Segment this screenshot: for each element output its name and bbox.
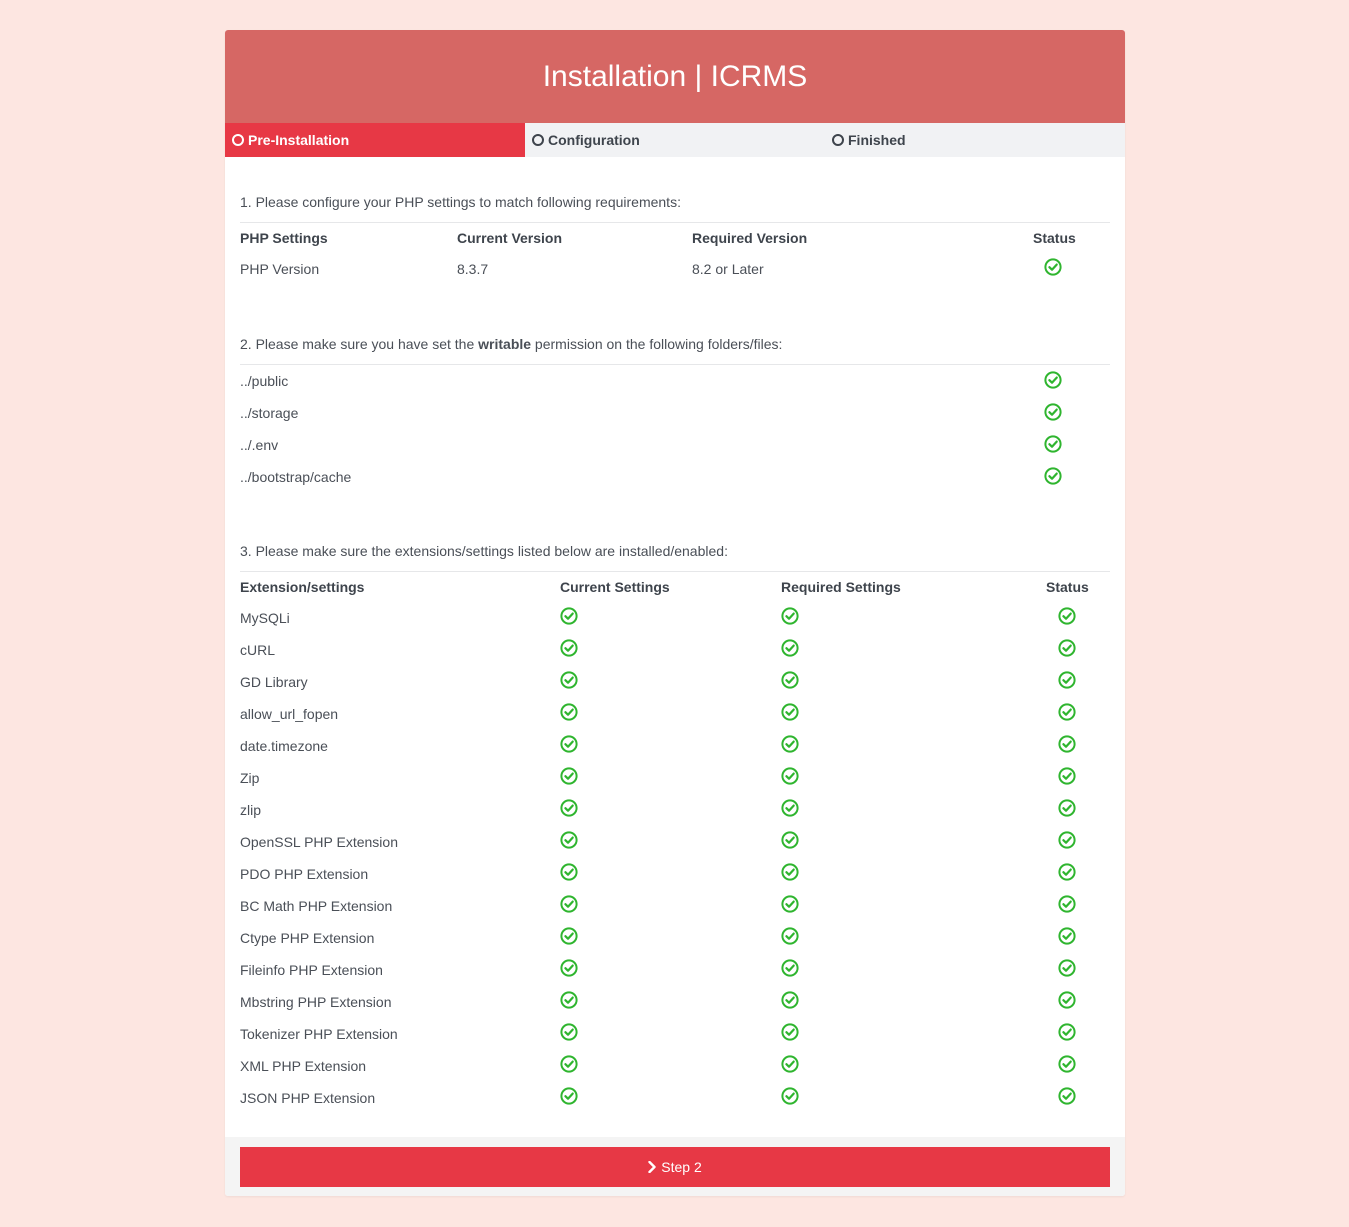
check-circle-icon [781,895,799,913]
step-2-button[interactable] [240,1147,1110,1187]
extension-name: MySQLi [240,610,290,626]
php-settings-header [240,223,1110,253]
check-circle-icon [1058,959,1076,977]
check-circle-icon [1058,1055,1076,1073]
list-item [240,429,1110,461]
check-circle-icon [781,671,799,689]
check-circle-icon [781,1023,799,1041]
check-circle-icon [781,927,799,945]
check-circle-icon [560,1055,578,1073]
column-header: Extension/settings [240,579,365,595]
button-label: Step 2 [661,1159,702,1175]
check-circle-icon [781,991,799,1009]
extension-name: Zip [240,770,260,786]
column-header: Required Settings [781,579,901,595]
check-circle-icon [560,1023,578,1041]
table-row [240,826,1110,858]
check-circle-icon [1058,799,1076,817]
table-row [240,1018,1110,1050]
extensions-list [240,602,1110,1114]
extension-name: zlip [240,802,262,818]
extension-name: Tokenizer PHP Extension [240,1026,398,1042]
check-circle-icon [781,639,799,657]
chevron-right-icon [648,1161,656,1173]
check-circle-icon [1044,258,1062,276]
tab-label: Finished [848,132,906,148]
column-header: Current Settings [560,579,670,595]
list-item [240,397,1110,429]
check-circle-icon [781,1055,799,1073]
table-row [240,602,1110,634]
check-circle-icon [560,959,578,977]
table-row [240,890,1110,922]
table-row [240,922,1110,954]
extension-name: GD Library [240,674,308,690]
check-circle-icon [781,959,799,977]
column-header: Status [1046,579,1089,595]
check-circle-icon [1058,671,1076,689]
tab-configuration[interactable] [525,123,825,157]
table-row [240,634,1110,666]
check-circle-icon [560,1087,578,1105]
check-circle-icon [560,799,578,817]
tab-finished[interactable] [825,123,1125,157]
setting-name: PHP Version [240,261,320,277]
writable-permissions-title [240,334,1110,354]
check-circle-icon [1044,467,1062,485]
table-row [240,1050,1110,1082]
table-row [240,954,1110,986]
extension-name: OpenSSL PHP Extension [240,834,398,850]
extension-name: Fileinfo PHP Extension [240,962,383,978]
folder-path: ../public [240,373,289,389]
writable-folder-list [240,365,1110,493]
check-circle-icon [560,703,578,721]
page-title: Installation | ICRMS [225,30,1125,123]
check-circle-icon [1058,831,1076,849]
folder-path: ../storage [240,405,299,421]
check-circle-icon [1058,895,1076,913]
check-circle-icon [781,831,799,849]
check-circle-icon [781,735,799,753]
title-bold: writable [478,336,532,352]
current-version: 8.3.7 [457,261,489,277]
check-circle-icon [781,703,799,721]
table-row [240,730,1110,762]
check-circle-icon [560,927,578,945]
check-circle-icon [1044,371,1062,389]
check-circle-icon [1058,735,1076,753]
installer-panel [225,30,1125,1196]
check-circle-icon [560,671,578,689]
tab-pre-installation[interactable] [225,123,525,157]
check-circle-icon [1058,639,1076,657]
check-circle-icon [1044,403,1062,421]
check-circle-icon [781,607,799,625]
title-text: permission on the following folders/files: [531,336,783,352]
check-circle-icon [1058,991,1076,1009]
extensions-header [240,572,1110,602]
extensions-title: 3. Please make sure the extensions/settings listed below are installed/enabled: [240,543,728,559]
folder-path: ../bootstrap/cache [240,469,352,485]
tab-label: Pre-Installation [248,132,350,148]
folder-path: ../.env [240,437,279,453]
step-tabs [225,123,1125,157]
table-row [240,666,1110,698]
check-circle-icon [1058,703,1076,721]
check-circle-icon [560,863,578,881]
check-circle-icon [560,767,578,785]
check-circle-icon [1058,927,1076,945]
tab-label: Configuration [548,132,640,148]
extension-name: BC Math PHP Extension [240,898,393,914]
extension-name: Ctype PHP Extension [240,930,375,946]
column-header: Required Version [692,230,808,246]
check-circle-icon [1058,863,1076,881]
check-circle-icon [560,831,578,849]
extension-name: cURL [240,642,276,658]
check-circle-icon [560,607,578,625]
circle-icon [232,134,244,146]
table-row [240,698,1110,730]
table-row [240,794,1110,826]
list-item [240,461,1110,493]
check-circle-icon [560,991,578,1009]
table-row [240,858,1110,890]
extension-name: date.timezone [240,738,328,754]
php-settings-title: 1. Please configure your PHP settings to match following requirements: [240,194,681,210]
check-circle-icon [560,639,578,657]
check-circle-icon [1058,1087,1076,1105]
check-circle-icon [560,895,578,913]
check-circle-icon [1058,607,1076,625]
table-row [240,1082,1110,1114]
check-circle-icon [560,735,578,753]
table-row [240,986,1110,1018]
title-text: 2. Please make sure you have set the [240,336,479,352]
check-circle-icon [781,863,799,881]
check-circle-icon [1044,435,1062,453]
column-header: Current Version [457,230,563,246]
footer-bar [225,1137,1125,1196]
extension-name: PDO PHP Extension [240,866,369,882]
list-item [240,365,1110,397]
table-row [240,762,1110,794]
circle-icon [532,134,544,146]
extension-name: XML PHP Extension [240,1058,367,1074]
check-circle-icon [781,799,799,817]
check-circle-icon [1058,767,1076,785]
column-header: PHP Settings [240,230,328,246]
check-circle-icon [781,767,799,785]
check-circle-icon [781,1087,799,1105]
column-header: Status [1033,230,1076,246]
extension-name: allow_url_fopen [240,706,339,722]
extension-name: JSON PHP Extension [240,1090,376,1106]
check-circle-icon [1058,1023,1076,1041]
extension-name: Mbstring PHP Extension [240,994,392,1010]
circle-icon [832,134,844,146]
table-row [240,253,1110,285]
required-version: 8.2 or Later [692,261,764,277]
